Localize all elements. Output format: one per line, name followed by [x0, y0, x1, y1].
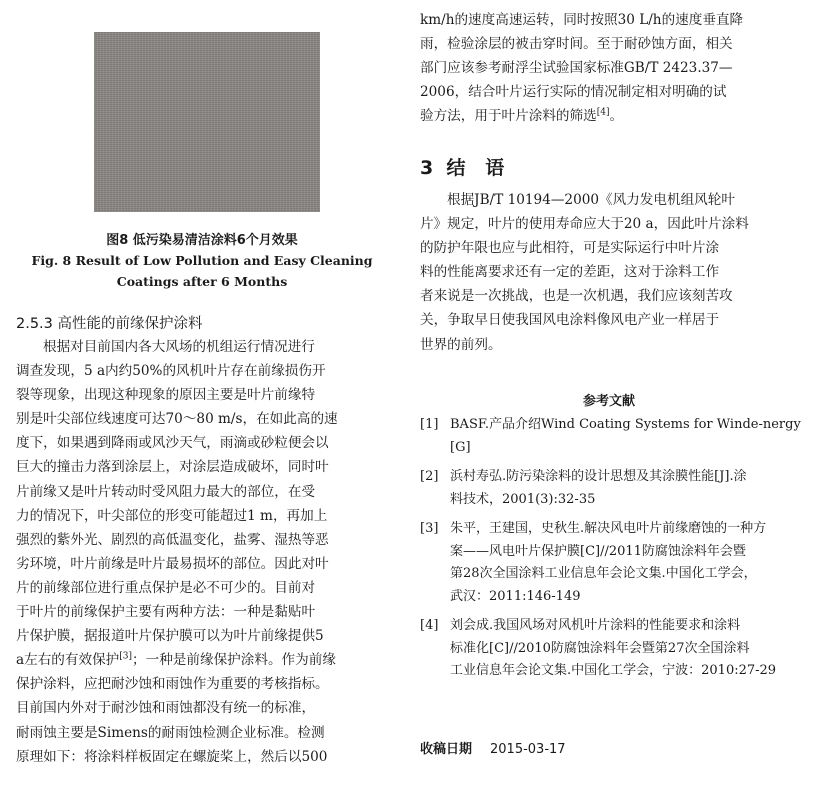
- references-list: [420, 414, 801, 683]
- section-paragraph: [16, 335, 388, 769]
- text-line: 2006，结合叶片运行实际的情况制定相对明确的试: [420, 84, 727, 101]
- received-date-value: 2015-03-17: [490, 742, 566, 757]
- reference-item: [2] 浜村寿弘.防污染涂料的设计思想及其涂膜性能[J].涂 料技术，2001(3):32-35: [420, 466, 798, 511]
- text-line: 调查发现，5 a内约50%的风机叶片存在前缘损伤开: [16, 363, 326, 380]
- text-line: 耐雨蚀主要是Simens的耐雨蚀检测企业标准。检测: [16, 724, 325, 741]
- text-line: 片保护膜，据报道叶片保护膜可以为叶片前缘提供5: [16, 628, 324, 645]
- text-line-with-citation: a左右的有效保护[3]；一种是前缘保护涂料。作为前缘: [16, 651, 336, 669]
- text-line: 原理如下：将涂料样板固定在螺旋桨上，然后以500: [16, 748, 328, 765]
- text-line: 根据对目前国内各大风场的机组运行情况进行: [43, 339, 315, 355]
- text-line: 别是叶尖部位线速度可达70～80 m/s，在如此高的速: [16, 411, 338, 428]
- figure-8-photo: [94, 32, 320, 212]
- references-title: 参考文献: [582, 394, 635, 409]
- text-line: 度下，如果遇到降雨或风沙天气，雨滴或砂粒便会以: [16, 435, 329, 452]
- text-line: 片前缘又是叶片转动时受风阻力最大的部位，在受: [16, 483, 316, 500]
- reference-number: [4]: [420, 618, 439, 633]
- text-line: 者来说是一次挑战，也是一次机遇，我们应该刻苦攻: [420, 288, 733, 305]
- reference-item: [1] BASF.产品介绍Wind Coating Systems for Winde-nergy [G]: [420, 414, 798, 459]
- text-line: 力的情况下，叶尖部位的形变可能超过1 m，再加上: [16, 507, 328, 524]
- citation-4: [4]: [596, 107, 610, 118]
- conclusion-paragraph: [420, 188, 798, 357]
- figure-caption-en-line1: Fig. 8 Result of Low Pollution and Easy Cleaning: [31, 253, 373, 268]
- text-line: 根据JB/T 10194—2000《风力发电机组风轮叶: [447, 192, 735, 208]
- text-line: 裂等现象，出现这种现象的原因主要是叶片前缘特: [16, 387, 316, 404]
- text-line: 世界的前列。: [420, 336, 502, 353]
- text-line: 关，争取早日使我国风电涂料像风电产业一样居于: [420, 312, 720, 329]
- text-line: 强烈的紫外光、剧烈的高低温变化，盐雾、湿热等恶: [16, 531, 329, 548]
- citation-3: [3]: [119, 651, 133, 662]
- text-line: 雨，检验涂层的被击穿时间。至于耐砂蚀方面，相关: [420, 36, 733, 53]
- figure-caption-cn: 图8 低污染易清洁涂料6个月效果: [106, 233, 298, 248]
- left-column: [16, 0, 388, 806]
- reference-number: [3]: [420, 521, 439, 536]
- text-line-with-citation: 验方法，用于叶片涂料的筛选[4]。: [420, 107, 624, 125]
- continued-paragraph: [420, 8, 798, 128]
- text-line: 片》规定，叶片的使用寿命应大于20 a，因此叶片涂料: [420, 216, 749, 233]
- reference-number: [2]: [420, 469, 439, 484]
- reference-number: [1]: [420, 417, 439, 432]
- figure-caption-en-line2: Coatings after 6 Months: [116, 274, 288, 289]
- text-line: 片的前缘部位进行重点保护是必不可少的。目前对: [16, 579, 316, 596]
- text-line: 于叶片的前缘保护主要有两种方法：一种是黏贴叶: [16, 604, 316, 621]
- right-column: [420, 0, 801, 806]
- text-line: km/h的速度高速运转，同时按照30 L/h的速度垂直降: [420, 12, 744, 28]
- received-date-label: 收稿日期: [420, 742, 473, 757]
- section-heading-conclusion: 3 结 语: [420, 157, 505, 179]
- text-line: 劣环境，叶片前缘是叶片最易损坏的部位。因此对叶: [16, 555, 329, 572]
- text-line: 巨大的撞击力落到涂层上，对涂层造成破坏，同时叶: [16, 459, 329, 476]
- text-line: 保护涂料，应把耐沙蚀和雨蚀作为重要的考核指标。: [16, 676, 329, 693]
- section-heading-2-5-3: 2.5.3 高性能的前缘保护涂料: [16, 316, 203, 332]
- text-line: 部门应该参考耐浮尘试验国家标准GB/T 2423.37—: [420, 60, 733, 77]
- reference-item: [4] 刘会成.我国风场对风机叶片涂料的性能要求和涂料 标准化[C]//2010防腐蚀涂料年会暨第27次全国涂料 工业信息年会论文集.中国化工学会，宁波：2010:27-29: [420, 615, 798, 683]
- text-line: 目前国内外对于耐沙蚀和雨蚀都没有统一的标准，: [16, 700, 316, 717]
- reference-item: [3] 朱平，王建国，史秋生.解决风电叶片前缘磨蚀的一种方 案——风电叶片保护膜[C]//2011防腐蚀涂料年会暨 第28次全国涂料工业信息年会论文集.中国化工学会， 武汉：2011:146-149: [420, 518, 798, 608]
- text-line: 料的性能离要求还有一定的差距，这对于涂料工作: [420, 264, 720, 281]
- figure-caption-en: [16, 250, 388, 292]
- text-line: 的防护年限也应与此相符，可是实际运行中叶片涂: [420, 240, 720, 257]
- received-date: [420, 738, 566, 757]
